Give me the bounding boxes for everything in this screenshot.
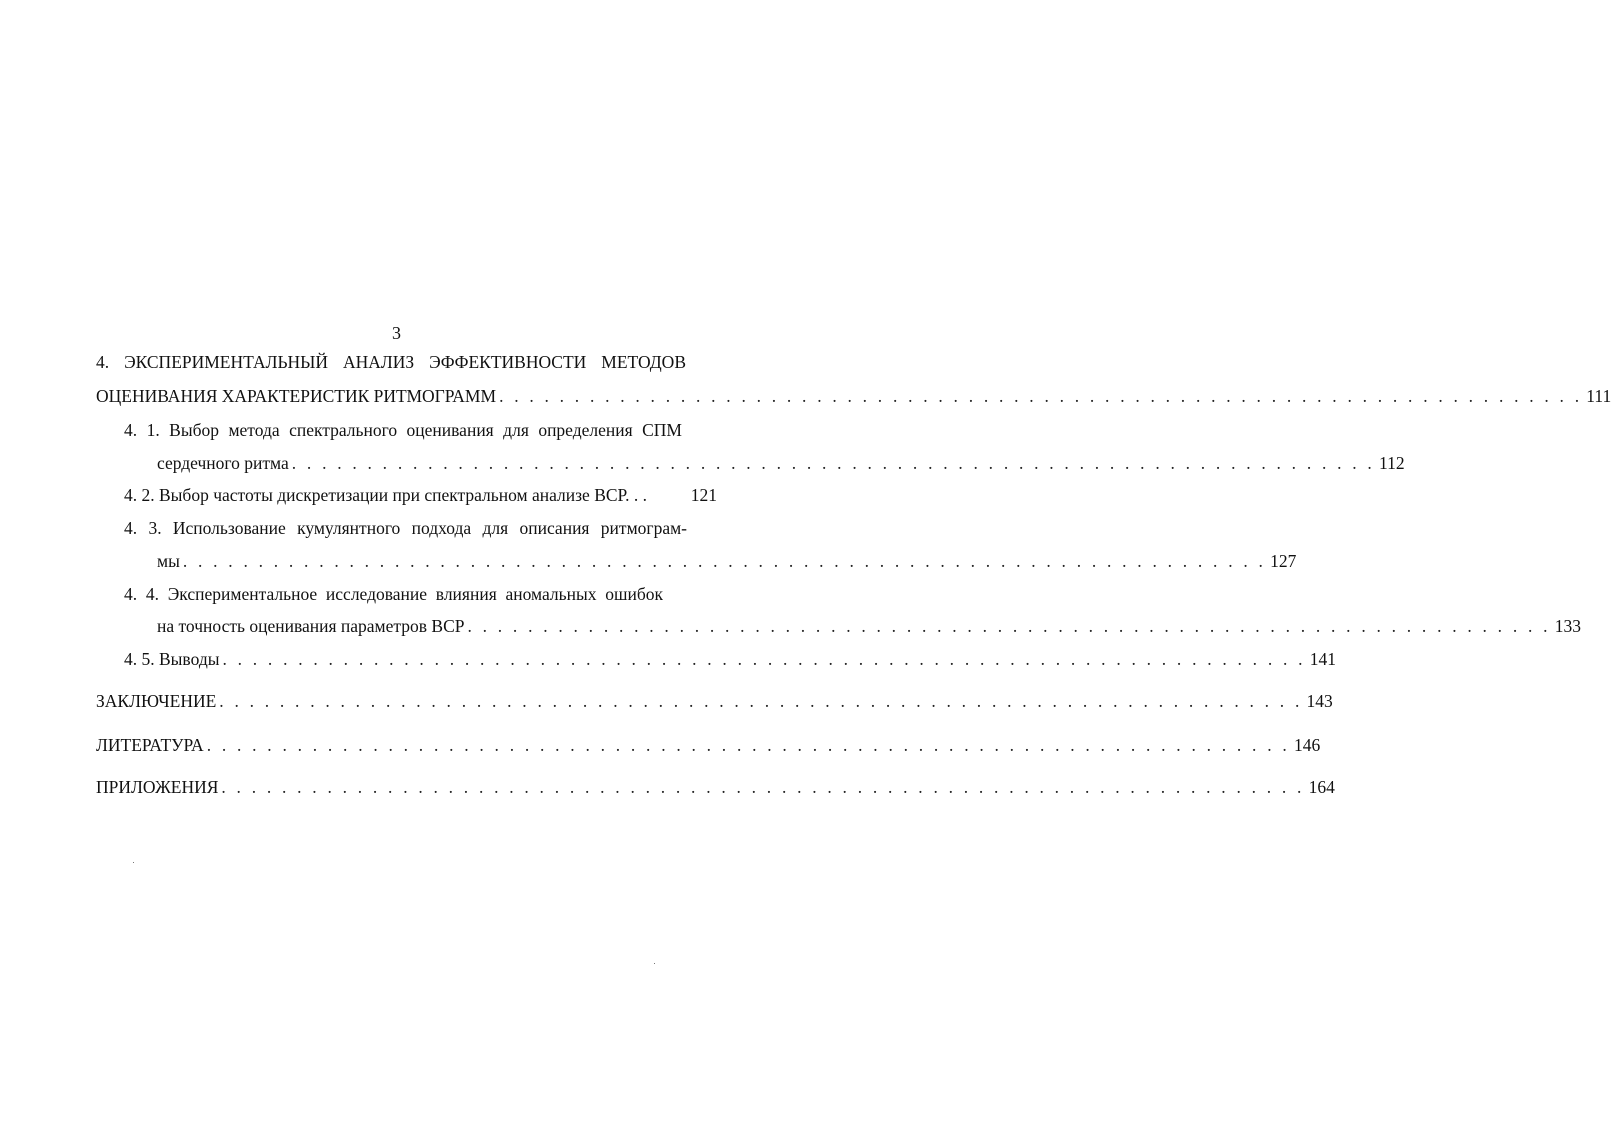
toc-page-number: 143 — [1306, 691, 1333, 711]
toc-page-number: 141 — [1309, 649, 1336, 669]
toc-item-4-1-line-2[interactable] — [157, 451, 1405, 475]
toc-entry-text: на точность оценивания параметров ВСР — [157, 616, 465, 636]
toc-page-number: 146 — [1293, 735, 1321, 755]
toc-page-number: 133 — [1554, 616, 1581, 636]
toc-item-4-3-line-1: 4. 3. Использование кумулянтного подхода для описания ритмограм- — [124, 518, 687, 538]
leader-dots: . . . . . . . . . . . . . . . . . . . . . . . . . . . . . . . . . . . . . . . . . . . . . . . . . . . . . . . . . . . . . . . . . . . . . . . . — [182, 551, 1267, 571]
toc-item-4-3-line-2[interactable] — [157, 549, 1297, 573]
scan-speck — [133, 862, 134, 863]
toc-chapter-4-line-2[interactable] — [96, 384, 1611, 408]
leader-dots: . . . . . . . . . . . . . . . . . . . . . . . . . . . . . . . . . . . . . . . . . . . . . . . . . . . . . . . . . . . . . . . . . . . . . . . . — [291, 453, 1376, 473]
toc-entry-text: сердечного ритма — [157, 453, 289, 473]
toc-literature[interactable] — [96, 733, 1321, 757]
toc-page-number: 121 — [690, 485, 717, 505]
leader-dots: . . . . . . . . . . . . . . . . . . . . . . . . . . . . . . . . . . . . . . . . . . . . . . . . . . . . . . . . . . . . . . . . . . . . . . . . — [206, 735, 1290, 755]
toc-item-4-5[interactable] — [124, 647, 1336, 671]
toc-page-number: 112 — [1379, 453, 1405, 473]
toc-entry-text: ЗАКЛЮЧЕНИЕ — [96, 691, 217, 711]
toc-item-4-1-line-1: 4. 1. Выбор метода спектрального оценивания для определения СПМ — [124, 420, 682, 440]
toc-page-number: 127 — [1270, 551, 1297, 571]
toc-entry-text: 4. 5. Выводы — [124, 649, 220, 669]
toc-entry-text: 4. 2. Выбор частоты дискретизации при спектральном анализе ВСР. . . — [124, 485, 647, 505]
leader-dots: . . . . . . . . . . . . . . . . . . . . . . . . . . . . . . . . . . . . . . . . . . . . . . . . . . . . . . . . . . . . . . . . . . . . . . . . — [499, 386, 1583, 406]
toc-page-number: 111 — [1586, 386, 1611, 406]
toc-item-4-4-line-2[interactable] — [157, 614, 1581, 638]
toc-item-4-4-line-1: 4. 4. Экспериментальное исследование влияния аномальных ошибок — [124, 584, 663, 604]
toc-conclusion[interactable] — [96, 689, 1333, 713]
leader-dots: . . . . . . . . . . . . . . . . . . . . . . . . . . . . . . . . . . . . . . . . . . . . . . . . . . . . . . . . . . . . . . . . . . . . . . . . — [221, 777, 1305, 797]
toc-entry-text: ЛИТЕРАТУРА — [96, 735, 204, 755]
toc-chapter-4-line-1: 4. ЭКСПЕРИМЕНТАЛЬНЫЙ АНАЛИЗ ЭФФЕКТИВНОСТИ МЕТОДОВ — [96, 352, 686, 372]
scan-speck — [654, 963, 655, 964]
toc-entry-text: мы — [157, 551, 180, 571]
toc-page-number: 164 — [1308, 777, 1335, 797]
toc-entry-text: ПРИЛОЖЕНИЯ — [96, 777, 219, 797]
leader-dots: . . . . . . . . . . . . . . . . . . . . . . . . . . . . . . . . . . . . . . . . . . . . . . . . . . . . . . . . . . . . . . . . . . . . . . . . — [219, 691, 1303, 711]
toc-item-4-2[interactable] — [124, 483, 717, 507]
leader-dots: . . . . . . . . . . . . . . . . . . . . . . . . . . . . . . . . . . . . . . . . . . . . . . . . . . . . . . . . . . . . . . . . . . . . . . . . — [222, 649, 1306, 669]
page-number: 3 — [392, 323, 401, 343]
toc-entry-text: ОЦЕНИВАНИЯ ХАРАКТЕРИСТИК РИТМОГРАММ — [96, 386, 497, 406]
leader-dots: . . . . . . . . . . . . . . . . . . . . . . . . . . . . . . . . . . . . . . . . . . . . . . . . . . . . . . . . . . . . . . . . . . . . . . . . — [467, 616, 1551, 636]
toc-appendices[interactable] — [96, 775, 1335, 799]
